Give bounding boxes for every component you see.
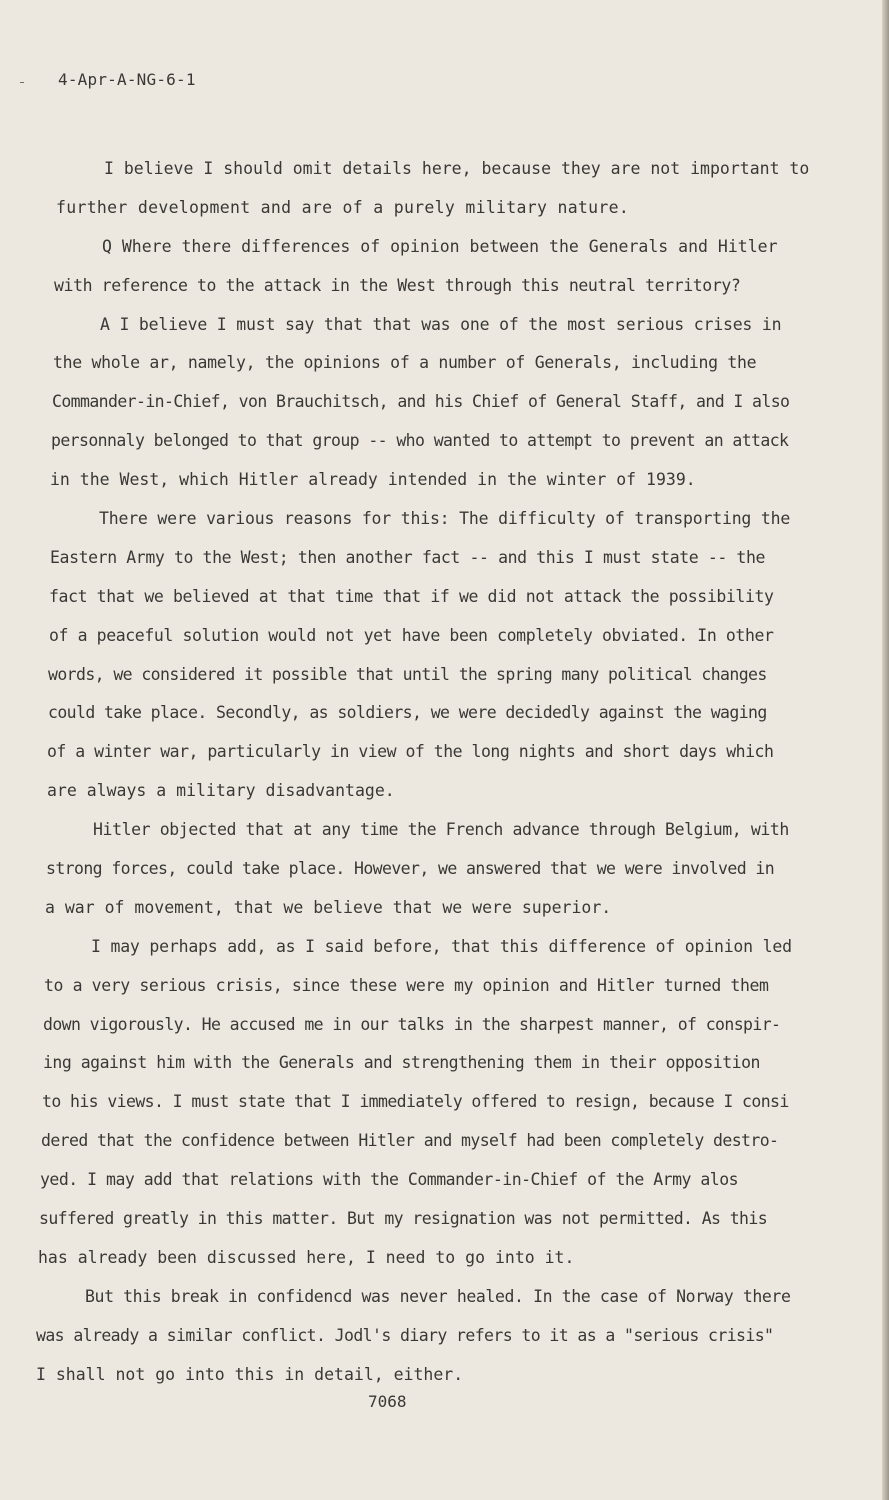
- text-line: has already been discussed here, I need to go into it.: [38, 1247, 575, 1267]
- text-line: are always a military disadvantage.: [47, 781, 395, 801]
- text-line: was already a similar conflict. Jodl's diary refers to it as a "serious crisis": [36, 1325, 774, 1345]
- text-line: ing against him with the Generals and strengthening them in their opposition: [43, 1053, 760, 1073]
- text-line: A I believe I must say that that was one of the most serious crises in: [100, 314, 782, 334]
- text-line: in the West, which Hitler already intended in the winter of 1939.: [50, 470, 696, 490]
- page-header: 4-Apr-A-NG-6-1: [58, 70, 196, 89]
- text-line: There were various reasons for this: The difficulty of transporting the: [99, 509, 791, 529]
- text-line: with reference to the attack in the West through this neutral territory?: [54, 275, 741, 295]
- text-line: strong forces, could take place. However, we answered that we were involved in: [46, 859, 775, 879]
- text-line: to a very serious crisis, since these were my opinion and Hitler turned them: [44, 975, 769, 995]
- text-line: Hitler objected that at any time the French advance through Belgium, with: [93, 820, 789, 840]
- text-line: words, we considered it possible that until the spring many political changes: [48, 664, 767, 684]
- text-line: I believe I should omit details here, because they are not important to: [104, 159, 810, 178]
- text-line: the whole ar, namely, the opinions of a number of Generals, including the: [53, 353, 757, 373]
- text-line: I shall not go into this in detail, either.: [36, 1364, 464, 1384]
- text-line: I may perhaps add, as I said before, that this difference of opinion led: [91, 936, 792, 956]
- text-line: could take place. Secondly, as soldiers, we were decidedly against the waging: [48, 703, 767, 723]
- text-line: of a winter war, particularly in view of the long nights and short days which: [47, 742, 774, 762]
- text-line: dered that the confidence between Hitler and myself had been completely destro-: [41, 1131, 779, 1151]
- text-line: Eastern Army to the West; then another fact -- and this I must state -- the: [50, 547, 766, 567]
- text-line: yed. I may add that relations with the Commander-in-Chief of the Army alos: [40, 1170, 739, 1190]
- page-number: 7068: [368, 1392, 407, 1411]
- text-line: a war of movement, that we believe that we were superior.: [45, 897, 612, 917]
- text-line: personnaly belonged to that group -- who wanted to attempt to prevent an attack: [51, 431, 789, 451]
- text-line: of a peaceful solution would not yet have been completely obviated. In other: [49, 625, 774, 645]
- text-line: Q Where there differences of opinion between the Generals and Hitler: [102, 236, 778, 256]
- text-line: to his views. I must state that I immediately offered to resign, because I consi: [42, 1092, 789, 1112]
- text-line: But this break in confidencd was never healed. In the case of Norway there: [85, 1286, 791, 1306]
- text-line: suffered greatly in this matter. But my resignation was not permitted. As this: [39, 1209, 768, 1229]
- text-line: down vigorously. He accused me in our talks in the sharpest manner, of conspir-: [43, 1014, 781, 1034]
- text-line: fact that we believed at that time that if we did not attack the possibility: [49, 586, 774, 606]
- text-line: further development and are of a purely military nature.: [56, 197, 630, 217]
- margin-mark: [20, 82, 24, 83]
- text-line: Commander-in-Chief, von Brauchitsch, and his Chief of General Staff, and I also: [52, 392, 790, 412]
- document-body: [0, 150, 889, 1395]
